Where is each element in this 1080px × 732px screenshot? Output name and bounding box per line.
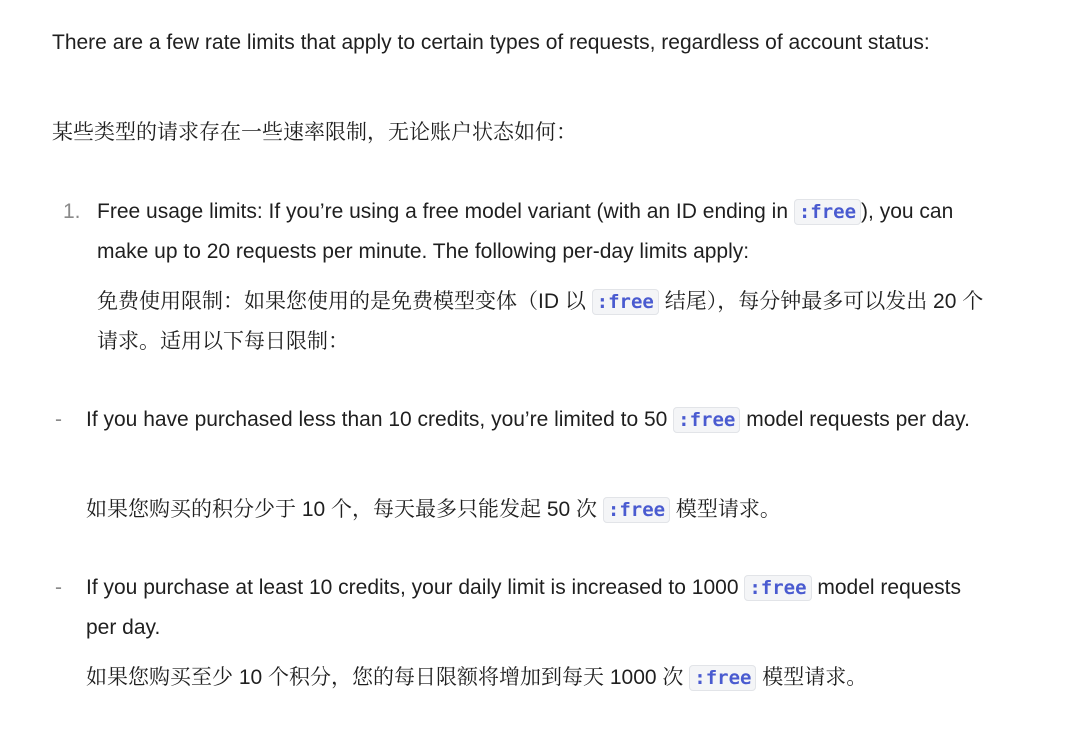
text-segment: 模型请求。 <box>756 666 868 689</box>
bullet-less-than-10-credits-en <box>86 400 986 440</box>
text-segment: 结尾），每分钟最多可以发出 20 个请求。适用以下每日限制： <box>97 290 984 353</box>
inline-code-free: :free <box>592 289 659 315</box>
text-segment: ), you can make up to 20 requests per minute. The following per-day limits apply: <box>97 200 954 263</box>
text-segment: 如果您购买至少 10 个积分，您的每日限额将增加到每天 1000 次 <box>86 666 690 689</box>
bullet-less-than-10-credits-zh <box>86 490 986 530</box>
inline-code-free: :free <box>689 665 756 691</box>
text-segment: 模型请求。 <box>670 498 781 521</box>
bullet-marker: - <box>55 408 62 431</box>
inline-code-free: :free <box>673 407 740 433</box>
bullet-marker: - <box>55 576 62 599</box>
list-item-free-usage-zh <box>97 282 997 361</box>
text-segment: If you have purchased less than 10 credits, you’re limited to 50 <box>86 408 674 431</box>
list-item-free-usage-en <box>97 192 997 271</box>
inline-code-free: :free <box>603 497 670 523</box>
intro-paragraph-en: There are a few rate limits that apply to certain types of requests, regardless of account status: <box>52 31 930 54</box>
text-segment: If you purchase at least 10 credits, your daily limit is increased to 1000 <box>86 576 745 599</box>
bullet-at-least-10-credits-zh <box>86 658 986 698</box>
intro-paragraph-zh: 某些类型的请求存在一些速率限制，无论账户状态如何： <box>52 121 577 144</box>
list-number-marker: 1. <box>63 200 81 223</box>
text-segment: Free usage limits: If you’re using a free model variant (with an ID ending in <box>97 200 794 223</box>
inline-code-free: :free <box>744 575 811 601</box>
text-segment: 免费使用限制：如果您使用的是免费模型变体（ID 以 <box>97 290 592 313</box>
text-segment: model requests per day. <box>740 408 970 431</box>
text-segment: 如果您购买的积分少于 10 个，每天最多只能发起 50 次 <box>86 498 603 521</box>
text-segment: model requests per day. <box>86 576 961 639</box>
inline-code-free: :free <box>794 199 861 225</box>
bullet-at-least-10-credits-en <box>86 568 986 647</box>
